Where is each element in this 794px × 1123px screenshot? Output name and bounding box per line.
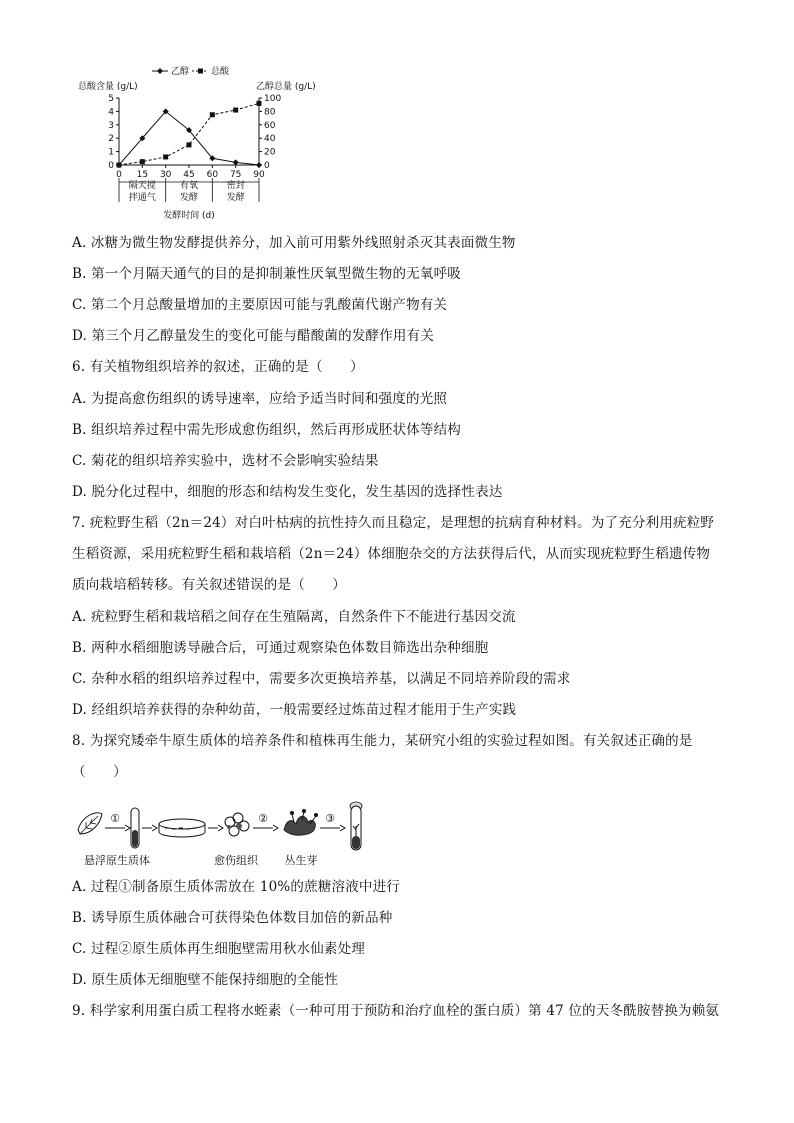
total-acid-point [187, 142, 192, 147]
protoplast-culture-figure [72, 800, 372, 872]
text-line: B. 第一个月隔天通气的目的是抑制兼性厌氧型微生物的无氧呼吸 [72, 266, 462, 282]
right-tick-label: 100 [264, 94, 282, 104]
label-shoot-cluster: 丛生芽 [284, 854, 318, 867]
text-line: D. 原生质体无细胞壁不能保持细胞的全能性 [72, 972, 339, 988]
arrow-2 [253, 812, 278, 831]
right-axis-label: 乙醇总量 (g/L) [256, 82, 316, 92]
left-tick-label: 5 [108, 94, 114, 104]
chart-legend [152, 65, 230, 77]
total-acid-point [233, 108, 238, 113]
phase-2-line-1: 有氧 [179, 181, 199, 191]
plantlet-tube-icon [350, 802, 362, 850]
test-tube-icon [131, 808, 139, 848]
x-axis-label: 发酵时间 (d) [163, 211, 215, 221]
text-line: C. 过程②原生质体再生细胞壁需用秋水仙素处理 [72, 941, 366, 957]
left-axis-label: 总酸含量 (g/L) [78, 82, 138, 92]
right-axis-ticks [259, 94, 281, 171]
legend-diamond-marker [157, 68, 163, 74]
legend-ethanol: 乙醇 [171, 67, 190, 77]
left-tick-label: 3 [108, 120, 114, 131]
text-line: A. 冰糖为微生物发酵提供养分，加入前可用紫外线照射杀灭其表面微生物 [72, 235, 516, 251]
text-line: C. 杂种水稻的组织培养过程中，需要多次更换培养基，以满足不同培养阶段的需求 [72, 671, 571, 687]
total-acid-point [257, 101, 262, 106]
legend-total-acid: 总酸 [211, 67, 230, 77]
text-line: 质向栽培稻转移。有关叙述错误的是（ ） [72, 577, 346, 593]
ethanol-point [233, 159, 239, 165]
total-acid-point [210, 112, 215, 117]
text-line: 7. 疣粒野生稻（2n＝24）对白叶枯病的抗性持久而且稳定，是理想的抗病育种材料。为了充分利用疣粒野 [72, 515, 715, 531]
leaf-icon [78, 813, 102, 834]
phase-3-line-2: 发酵 [226, 193, 245, 203]
left-tick-label: 0 [108, 161, 114, 171]
x-tick-label: 0 [116, 170, 122, 180]
x-tick-label: 15 [136, 170, 149, 180]
text-line: A. 疣粒野生稻和栽培稻之间存在生殖隔离，自然条件下不能进行基因交流 [72, 609, 516, 625]
text-line: C. 菊花的组织培养实验中，选材不会影响实验结果 [72, 453, 379, 469]
text-line: B. 组织培养过程中需先形成愈伤组织，然后再形成胚状体等结构 [72, 422, 462, 438]
label-callus: 愈伤组织 [214, 854, 258, 867]
x-tick-label: 90 [253, 170, 265, 180]
phase-brackets [119, 178, 259, 203]
right-tick-label: 40 [264, 134, 276, 145]
text-line: D. 经组织培养获得的杂种幼苗，一般需要经过炼苗过程才能用于生产实践 [72, 702, 517, 718]
shoot-cluster-icon [284, 809, 318, 835]
phase-1-line-1: 隔天搅 [128, 181, 156, 191]
left-tick-label: 4 [108, 107, 114, 118]
x-tick-label: 30 [159, 170, 172, 180]
text-line: 6. 有关植物组织培养的叙述，正确的是（ ） [72, 359, 364, 375]
text-line: A. 为提高愈伤组织的诱导速率，应给予适当时间和强度的光照 [72, 391, 448, 407]
fermentation-chart [72, 62, 316, 227]
x-tick-label: 45 [183, 170, 195, 180]
arrow-1 [105, 812, 130, 831]
left-axis-ticks [108, 94, 119, 171]
callus-icon [225, 813, 249, 836]
arrow-3 [320, 812, 345, 831]
step-1-label: ① [110, 812, 120, 825]
series-line-total-acid [119, 103, 259, 165]
text-line: D. 第三个月乙醇量发生的变化可能与醋酸菌的发酵作用有关 [72, 328, 435, 344]
text-line: C. 第二个月总酸量增加的主要原因可能与乳酸菌代谢产物有关 [72, 297, 448, 313]
total-acid-point [117, 163, 122, 168]
series-layer [116, 101, 262, 168]
phase-3-line-1: 密封 [226, 181, 245, 191]
right-tick-label: 60 [264, 120, 276, 131]
text-line: A. 过程①制备原生质体需放在 10%的蔗糖溶液中进行 [72, 879, 401, 895]
phase-1-line-2: 拌通气 [128, 193, 156, 203]
text-line: 8. 为探究矮牵牛原生质体的培养条件和植株再生能力，某研究小组的实验过程如图。有关叙述正确的是 [72, 733, 693, 749]
step-2-label: ② [258, 812, 268, 825]
right-tick-label: 20 [264, 147, 276, 158]
text-line: 生稻资源，采用疣粒野生稻和栽培稻（2n＝24）体细胞杂交的方法获得后代，从而实现疣粒野生稻遗传物 [72, 546, 711, 562]
x-tick-label: 75 [229, 170, 242, 180]
text-line: B. 诱导原生质体融合可获得染色体数目加倍的新品种 [72, 910, 393, 926]
text-line: （ ） [72, 764, 127, 780]
x-tick-label: 60 [206, 170, 219, 180]
right-tick-label: 0 [264, 161, 270, 171]
text-line: 9. 科学家利用蛋白质工程将水蛭素（一种可用于预防和治疗血栓的蛋白质）第 47 位的天冬酰胺替换为赖氨 [72, 1003, 720, 1019]
text-line: B. 两种水稻细胞诱导融合后，可通过观察染色体数目筛选出杂种细胞 [72, 640, 489, 656]
total-acid-point [140, 159, 145, 164]
left-tick-label: 2 [108, 134, 114, 145]
step-3-label: ③ [325, 812, 335, 825]
text-line: D. 脱分化过程中，细胞的形态和结构发生变化，发生基因的选择性表达 [72, 484, 503, 500]
phase-2-line-2: 发酵 [179, 193, 199, 203]
legend-square-marker [198, 69, 203, 74]
x-axis-ticks [116, 165, 265, 180]
ethanol-point [256, 162, 262, 168]
petri-dish-icon [159, 819, 205, 837]
left-tick-label: 1 [108, 147, 114, 158]
total-acid-point [163, 154, 168, 159]
right-tick-label: 80 [264, 107, 276, 118]
label-suspended-protoplasts: 悬浮原生质体 [84, 854, 150, 867]
